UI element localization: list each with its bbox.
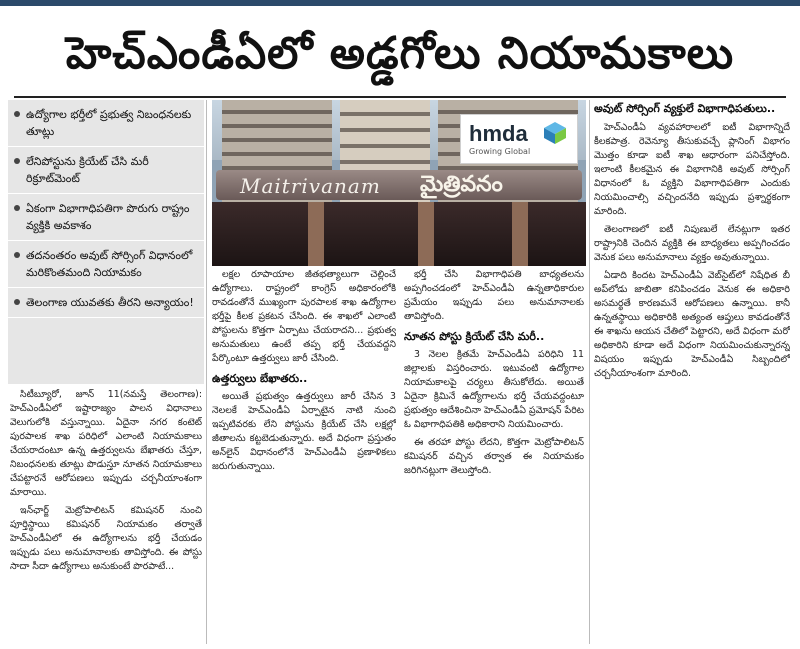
photo-pillar — [418, 202, 434, 266]
logo-tagline: Growing Global — [469, 147, 531, 156]
photo-pillar — [512, 202, 528, 266]
article-column-2 — [212, 268, 396, 644]
article-column-3 — [404, 268, 584, 644]
article-column-4 — [594, 100, 790, 644]
sign-telugu: మైత్రివనం — [420, 172, 503, 197]
key-point: లేనిపోస్టును క్రియేట్ చేసి మరీ రిక్రూట్‌మెంట్ — [8, 147, 204, 194]
subheading: అవుట్ సోర్సింగ్ వ్యక్తులే విభాగాధిపతులు.. — [594, 102, 776, 115]
paragraph: 3 నెలల క్రితమే హెచ్‌ఎండీఏ పరిధిని 11 జిల్లాలకు విస్తరించారు. ఇటువంటి ఉద్యోగాల నియామకాలపై చర్యలు తీసుకోలేదు. అయితే ఏదైనా క్రిమినే ఉద్యోగాలను భర్తీ చేయవద్దంటూ ప్రభుత్వం ఆదేశించినా హెచ్‌ఎండీఏ ప్రమోషన్ పేరిట ఓ విభాగాధిపతికి అధికారాని నియమించారు. — [404, 349, 584, 430]
subheading: ఉత్తర్వులు బేఖాతరు.. — [212, 372, 308, 385]
hmda-logo — [460, 114, 578, 164]
key-point: ఏకంగా విభాగాధిపతిగా పొరుగు రాష్ట్రం వ్యక్తికి అవకాశం — [8, 194, 204, 241]
headline: హెచ్‌ఎండీఏలో అడ్డగోలు నియామకాలు — [65, 28, 735, 79]
column-divider — [589, 100, 590, 644]
cube-icon — [543, 121, 567, 145]
paragraph: తెలంగాణలో ఐటీ నిపుణులే లేనట్లుగా ఇతర రాష్ట్రానికి చెందిన వ్యక్తికి ఈ బాధ్యతలు అప్పగించడం వెనుక పలు అనుమానాలు వ్యక్తం అవుతున్నాయి. — [594, 224, 790, 263]
key-points-box — [8, 100, 204, 384]
paragraph: లక్షల రూపాయాల జీతభత్యాలుగా చెల్లించే ఉద్యోగాలు. రాష్ట్రంలో కాంగ్రెస్ అధికారంలోకి రావడంతోనే ముఖ్యంగా పురపాలక శాఖ ఉద్యోగాల భర్తీపై కీలక ప్రకటన చేసింది. ఈ శాఖలో ఎలాంటి పోస్టులను కొత్తగా ఏర్పాటు చేయరాదని... ప్రభుత్వ అనుమతులు ఉంటే తప్ప భర్తీ చేయవద్దని పేర్కొంటూ ఉత్తర్వులు జారీ చేసింది. — [212, 269, 396, 364]
key-point: తెలంగాణ యువతకు తీరని అన్యాయం! — [8, 288, 204, 318]
sign-english: Maitrivanam — [240, 174, 381, 198]
paragraph: ఈ తరహా పోస్టు లేదని, కొత్తగా మెట్రోపాలిటన్ కమిషనర్ వచ్చిన తర్వాత ఈ నియామకం జరిగినట్లుగా తెలుస్తోంది. — [404, 437, 584, 476]
paragraph: ఇన్‌ఛార్జ్ మెట్రోపాలిటన్ కమిషనర్ నుంచి పూర్తిస్థాయి కమిషనర్ నియామకం తర్వాతే హెచ్‌ఎండీఏలో ఈ ఉద్యోగాలను భర్తీ చేయడం ఇప్పుడు పలు అనుమానాలకు తావిస్తోంది. ఈ పోస్టు సాదా సీదా ఉద్యోగాలు అనుకుంటే పొరపాటే... — [10, 505, 202, 572]
paragraph: అయితే ప్రభుత్వం ఉత్తర్వులు జారీ చేసిన 3 నెలలకే హెచ్‌ఎండీఏ ఏర్పాటైన నాటి నుంచి ఇప్పటివరకు లేని పోస్టును క్రియేట్ చేసి లక్షల్లో జీతాలను కట్టబెడుతున్నారు. అదే విధంగా ప్రస్తుతం అన్‌లైన్ విధానంలోనే హెచ్‌ఎండీఏ ప్రణాళికలు జరుగుతున్నాయి. — [212, 391, 396, 472]
logo-word: hmda — [469, 121, 528, 146]
paragraph: హెచ్‌ఎండీఏ వ్యవహారాలలో ఐటీ విభాగాన్నిదే కీలకపాత్ర. రెవెన్యూ తీసుకువచ్చే ప్లానింగ్ విభాగం మొత్తం కూడా ఐటీ శాఖ ఆధారంగా పనిచేస్తోంది. ఇలాంటి కీలకమైన ఈ విభాగానికి అవుట్ సోర్సింగ్ విధానంలో ఓ వ్యక్తిని విభాగాధిపతిగా ఎందుకు నియమించాల్సి వచ్చిందనేది ఇప్పుడు ప్రశ్నార్థకంగా మారింది. — [594, 122, 790, 217]
key-point: ఉద్యోగాల భర్తీలో ప్రభుత్వ నిబంధనలకు తూట్లు — [8, 100, 204, 147]
building-photo — [212, 100, 586, 266]
top-bar — [0, 0, 800, 6]
paragraph: భర్తీ చేసి విభాగాధిపతి బాధ్యతలను అప్పగించడంలో హెచ్‌ఎండీఏ ఉన్నతాధికారుల ప్రమేయం ఇప్పుడు పలు అనుమానాలకు తావిస్తోంది. — [404, 269, 584, 322]
article-column-1 — [10, 388, 202, 640]
paragraph: ఏడాది కిందట హెచ్‌ఎండీఏ వెబ్‌సైట్‌లో నిషేధిత బీ అప్‌లోడు జాబితా కనిపించడం వెనుక ఈ అధికారి అసమర్థతే కారణమనే ఆరోపణలు ఉన్నాయి. కానీ ఉన్నతస్థాయి అధికారికి అత్యంత ఆప్తులు కావడంతోనే ఈ శాఖను ఆయన చేతిలో పెట్టారని, అదే విధంగా మరో అధికారిని కూడా అదే విధంగా నియమించుకున్నారన్న విషయం ఇప్పుడు హెచ్‌ఎండీఏ సిబ్బందిలో చర్చనీయాంశంగా మారింది. — [594, 270, 790, 379]
key-point: తదనంతరం అవుట్ సోర్సింగ్ విధానంలో మరికొంతమంది నియామకం — [8, 241, 204, 288]
subheading: నూతన పోస్టు క్రియేట్ చేసి మరీ.. — [404, 330, 545, 343]
column-divider — [206, 100, 207, 644]
photo-storefront — [212, 202, 586, 266]
photo-pillar — [308, 202, 324, 266]
paragraph: సిటీబ్యూరో, జూన్ 11(నమస్తే తెలంగాణ): హెచ్‌ఎండీఏలో ఇష్టారాజ్యం పాలన విధానాలు వెలుగులోకి వస్తున్నాయి. ఏదైనా నగర కంటెట్ పురపాలక శాఖ పరిధిలో ఎలాంటి నియామకాలు చేయరాదంటూ ఉన్న ఉత్తర్వులను బేఖాతరు చేస్తూ, నిబంధనలకు తూట్లు పొడుస్తూ నూతన నియామకాలు చేపట్టారనే ఆరోపణలు ఇప్పుడు చర్చనీయాంశంగా మారాయి. — [10, 389, 202, 498]
headline-rule — [14, 96, 786, 98]
